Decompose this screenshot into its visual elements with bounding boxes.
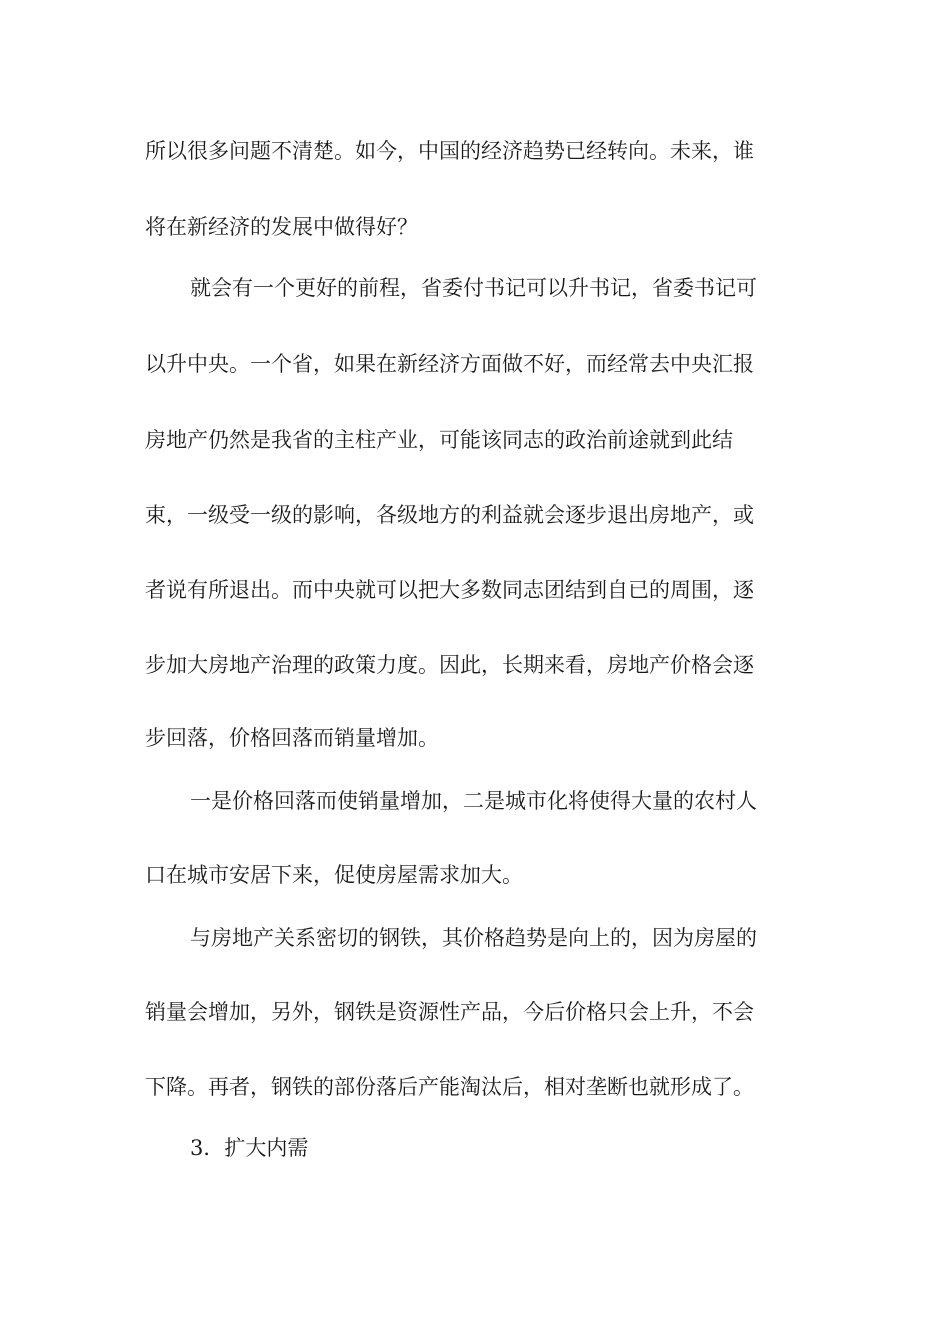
text-line: 一是价格回落而使销量增加，二是城市化将使得大量的农村人 xyxy=(190,789,757,813)
text-line: 将在新经济的发展中做得好？ xyxy=(145,215,418,239)
section-heading: 3．扩大内需 xyxy=(190,1136,309,1160)
text-line: 下降。再者，钢铁的部份落后产能淘汰后，相对垄断也就形成了。 xyxy=(145,1075,754,1099)
text-line: 销量会增加，另外，钢铁是资源性产品，今后价格只会上升，不会 xyxy=(145,1000,754,1024)
text-line: 步加大房地产治理的政策力度。因此，长期来看，房地产价格会逐 xyxy=(145,653,754,677)
text-line: 者说有所退出。而中央就可以把大多数同志团结到自已的周围，逐 xyxy=(145,578,754,602)
text-line: 以升中央。一个省，如果在新经济方面做不好，而经常去中央汇报 xyxy=(145,352,754,376)
text-line: 与房地产关系密切的钢铁，其价格趋势是向上的，因为房屋的 xyxy=(190,926,757,950)
text-line: 房地产仍然是我省的主柱产业，可能该同志的政治前途就到此结 xyxy=(145,428,733,452)
text-line: 步回落，价格回落而销量增加。 xyxy=(145,726,439,750)
text-line: 束，一级受一级的影响，各级地方的利益就会逐步退出房地产，或 xyxy=(145,503,754,527)
text-line: 就会有一个更好的前程，省委付书记可以升书记，省委书记可 xyxy=(190,276,757,300)
text-line: 口在城市安居下来，促使房屋需求加大。 xyxy=(145,863,523,887)
text-line: 所以很多问题不清楚。如今，中国的经济趋势已经转向。未来，谁 xyxy=(145,139,754,163)
